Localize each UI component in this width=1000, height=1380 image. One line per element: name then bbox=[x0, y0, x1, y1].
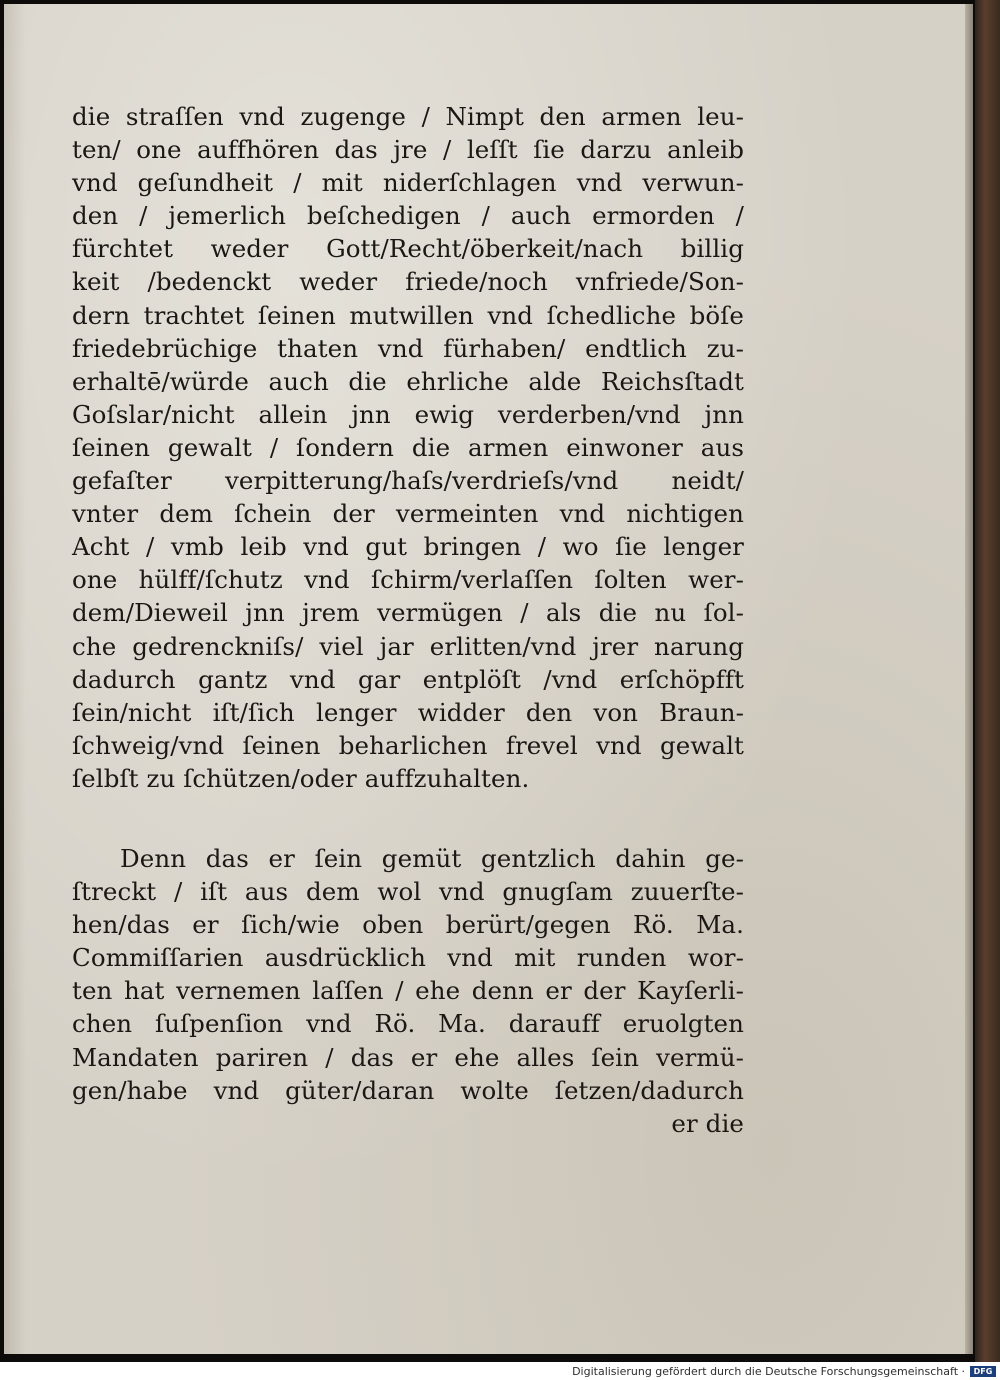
text-line: gefaſter verpitterung/haſs/verdrieſs/vnd neidt/ bbox=[72, 466, 744, 496]
footer bbox=[0, 1362, 996, 1380]
text-line: hen/das er ſich/wie oben berürt/gegen Rö. Ma. bbox=[72, 910, 744, 940]
catchword: er die bbox=[671, 1108, 744, 1138]
text-line: Denn das er ſein gemüt gentzlich dahin ge- bbox=[120, 843, 744, 873]
page-edge bbox=[965, 4, 973, 1354]
text-line: friedebrüchige thaten vnd fürhaben/ endtlich zu- bbox=[72, 333, 744, 363]
text-line: ſein/nicht iſt/ſich lenger widder den von Braun- bbox=[72, 697, 744, 727]
paragraph bbox=[72, 842, 744, 1107]
text-line: chen ſuſpenſion vnd Rö. Ma. darauff eruolgten bbox=[72, 1009, 744, 1039]
text-line: Goſslar/nicht allein jnn ewig verderben/vnd jnn bbox=[72, 399, 744, 429]
text-line: one hülff/ſchutz vnd ſchirm/verlaſſen ſolten wer- bbox=[72, 565, 744, 595]
page-text bbox=[72, 100, 744, 1140]
text-line: erhaltē/würde auch die ehrliche alde Reichsſtadt bbox=[72, 366, 744, 396]
text-line: che gedrenckniſs/ viel jar erlitten/vnd jrer narung bbox=[72, 631, 744, 661]
text-line: fürchtet weder Gott/Recht/öberkeit/nach billig bbox=[72, 234, 744, 264]
text-line: ſeinen gewalt / ſondern die armen einwoner aus bbox=[72, 432, 744, 462]
text-line: ſelbſt zu ſchützen/oder auffzuhalten. bbox=[72, 763, 530, 793]
text-line: dem/Dieweil jnn jrem vermügen / als die nu ſol- bbox=[72, 598, 744, 628]
text-line: Acht / vmb leib vnd gut bringen / wo ſie lenger bbox=[72, 532, 744, 562]
text-line: ten hat vernemen laſſen / ehe denn er der Kayſerli- bbox=[72, 976, 744, 1006]
dfg-logo-icon: DFG bbox=[970, 1366, 996, 1377]
text-line: die straſſen vnd zugenge / Nimpt den armen leu- bbox=[72, 102, 744, 131]
text-line: dadurch gantz vnd gar entplöſt /vnd erſchöpfft bbox=[72, 664, 744, 694]
text-line: gen/habe vnd güter/daran wolte ſetzen/dadurch bbox=[72, 1075, 744, 1105]
text-line: vnter dem ſchein der vermeinten vnd nichtigen bbox=[72, 499, 744, 529]
text-line: Mandaten pariren / das er ehe alles ſein vermü- bbox=[72, 1042, 744, 1072]
text-line: keit /bedenckt weder friede/noch vnfriede/Son- bbox=[72, 267, 744, 297]
paragraph bbox=[72, 100, 744, 795]
book-cover-edge bbox=[975, 0, 1000, 1362]
text-line: Commiſſarien ausdrücklich vnd mit runden wor- bbox=[72, 943, 744, 973]
text-line: vnd geſundheit / mit niderſchlagen vnd verwun- bbox=[72, 168, 744, 198]
text-line: ſchweig/vnd ſeinen beharlichen frevel vnd gewalt bbox=[72, 730, 744, 760]
text-line: ten/ one auffhören das jre / leſſt ſie darzu anleib bbox=[72, 135, 744, 165]
text-line: den / jemerlich beſchedigen / auch ermorden / bbox=[72, 201, 744, 231]
text-line: dern trachtet ſeinen mutwillen vnd ſchedliche böſe bbox=[72, 300, 744, 330]
paragraph-gap bbox=[72, 795, 744, 842]
text-line: ſtreckt / iſt aus dem wol vnd gnugſam zuuerſte- bbox=[72, 877, 744, 907]
digitization-credit: Digitalisierung gefördert durch die Deutsche Forschungsgemeinschaft · bbox=[572, 1364, 965, 1378]
